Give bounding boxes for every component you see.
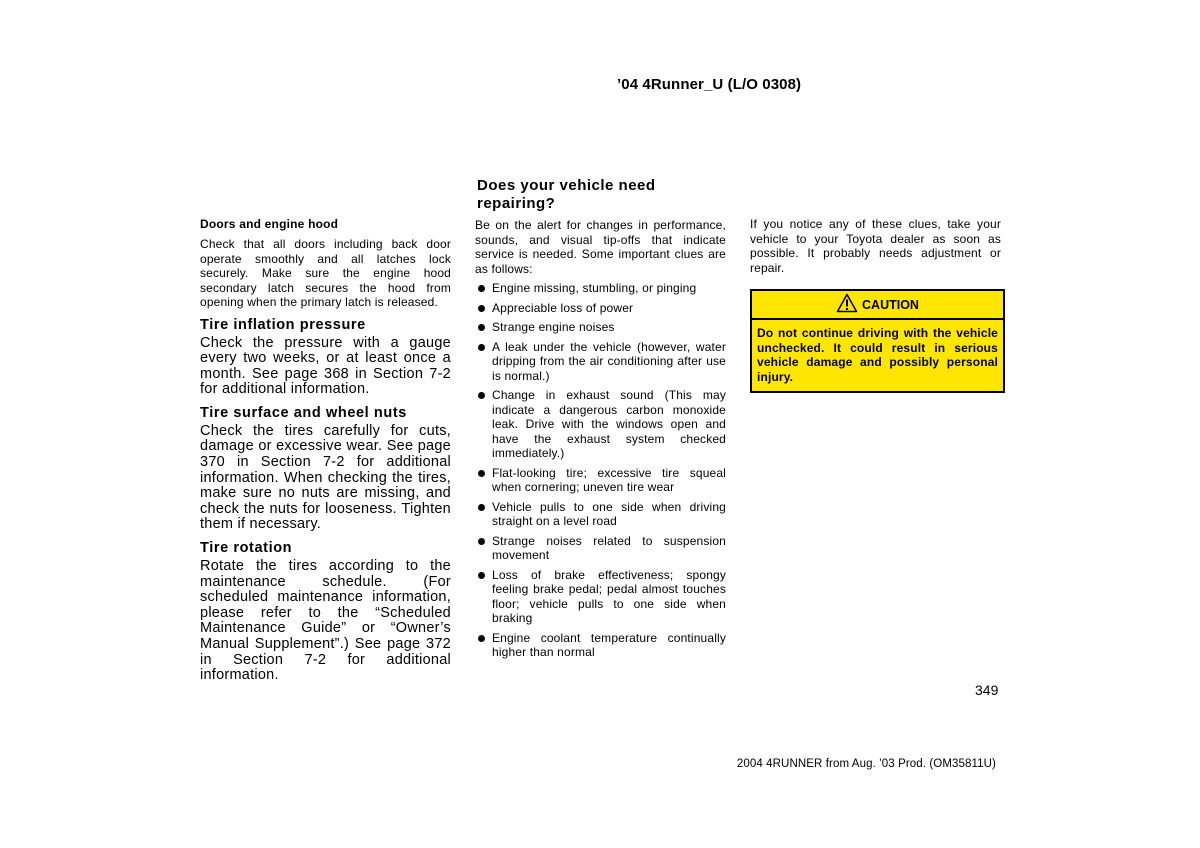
clue-text: Appreciable loss of power (492, 300, 634, 315)
clue-text: Strange engine noises (492, 320, 615, 334)
bullet-icon (478, 635, 485, 642)
doors-text: Check that all doors including back door operate smoothly and all latches lock securely. Make sure the engine hood secondary latch secures the hood from opening when the primary latch is released. (200, 237, 451, 309)
rotation-text: Rotate the tires according to the maintenance schedule. (For scheduled maintenance information, please refer to the “Scheduled Maintenance Guide” or “Owner’s Manual Supplement”.) See page 372 in Section 7‑2 for additional information. (200, 558, 451, 684)
clue-item (475, 320, 726, 335)
page-number: 349 (975, 682, 999, 698)
right-column (750, 217, 1001, 393)
rotation-heading: Tire rotation (200, 540, 293, 557)
clue-text: A leak under the vehicle (however, water dripping from the air conditioning after use is normal.) (492, 339, 726, 383)
surface-heading: Tire surface and wheel nuts (200, 404, 407, 421)
caution-header (752, 291, 1003, 320)
left-column (200, 217, 451, 684)
bullet-icon (478, 285, 485, 292)
intro-text: Be on the alert for changes in performance, sounds, and visual tip‑offs that indicate service is needed. Some important clues are as follows: (475, 218, 726, 276)
clue-item (475, 568, 726, 626)
document-header-code: ’04 4Runner_U (L/O 0308) (617, 76, 802, 93)
clue-text: Vehicle pulls to one side when driving straight on a level road (492, 499, 726, 528)
section-title: Does your vehicle need repairing? (477, 177, 656, 212)
clue-list (475, 281, 726, 660)
clue-item (475, 388, 726, 461)
clue-text: Strange noises related to suspension movement (492, 533, 726, 562)
clue-text: Loss of brake effectiveness; spongy feeling brake pedal; pedal almost touches floor; vehicle pulls to one side when braking (492, 567, 726, 625)
bullet-icon (478, 344, 485, 351)
clue-item (475, 500, 726, 529)
doors-heading: Doors and engine hood (200, 217, 339, 231)
clue-text: Flat‑looking tire; excessive tire squeal when cornering; uneven tire wear (492, 465, 726, 494)
clue-item (475, 466, 726, 495)
inflation-text: Check the pressure with a gauge every two weeks, or at least once a month. See page 368 in Section 7‑2 for additional information. (200, 334, 451, 398)
bullet-icon (478, 538, 485, 545)
clue-item (475, 631, 726, 660)
bullet-icon (478, 324, 485, 331)
clue-text: Engine missing, stumbling, or pinging (492, 281, 697, 295)
caution-label: CAUTION (862, 297, 919, 312)
bullet-icon (478, 392, 485, 399)
bullet-icon (478, 572, 485, 579)
bullet-icon (478, 470, 485, 477)
clue-text: Change in exhaust sound (This may indicate a dangerous carbon monoxide leak. Drive with the windows open and have the exhaust system checked immediately.) (492, 388, 726, 460)
caution-box (750, 289, 1005, 393)
advice-text: If you notice any of these clues, take your vehicle to your Toyota dealer as soon as possible. It probably needs adjustment or repair. (750, 217, 1001, 275)
clue-item (475, 281, 726, 296)
footer-text: 2004 4RUNNER from Aug. ’03 Prod. (OM35811U) (736, 758, 996, 770)
warning-triangle-icon (836, 293, 858, 316)
clue-text: Engine coolant temperature continually higher than normal (492, 630, 726, 659)
middle-column (475, 177, 726, 665)
clue-item (475, 301, 726, 316)
clue-item (475, 340, 726, 384)
bullet-icon (478, 504, 485, 511)
caution-text: Do not continue driving with the vehicle unchecked. It could result in serious vehicle damage and possibly personal injury. (757, 326, 998, 384)
surface-text: Check the tires carefully for cuts, damage or excessive wear. See page 370 in Section 7‑2 for additional information. When checking the tires, make sure no nuts are missing, and check the nuts for looseness. Tighten them if necessary. (200, 422, 451, 533)
inflation-heading: Tire inflation pressure (200, 316, 366, 333)
bullet-icon (478, 305, 485, 312)
clue-item (475, 534, 726, 563)
